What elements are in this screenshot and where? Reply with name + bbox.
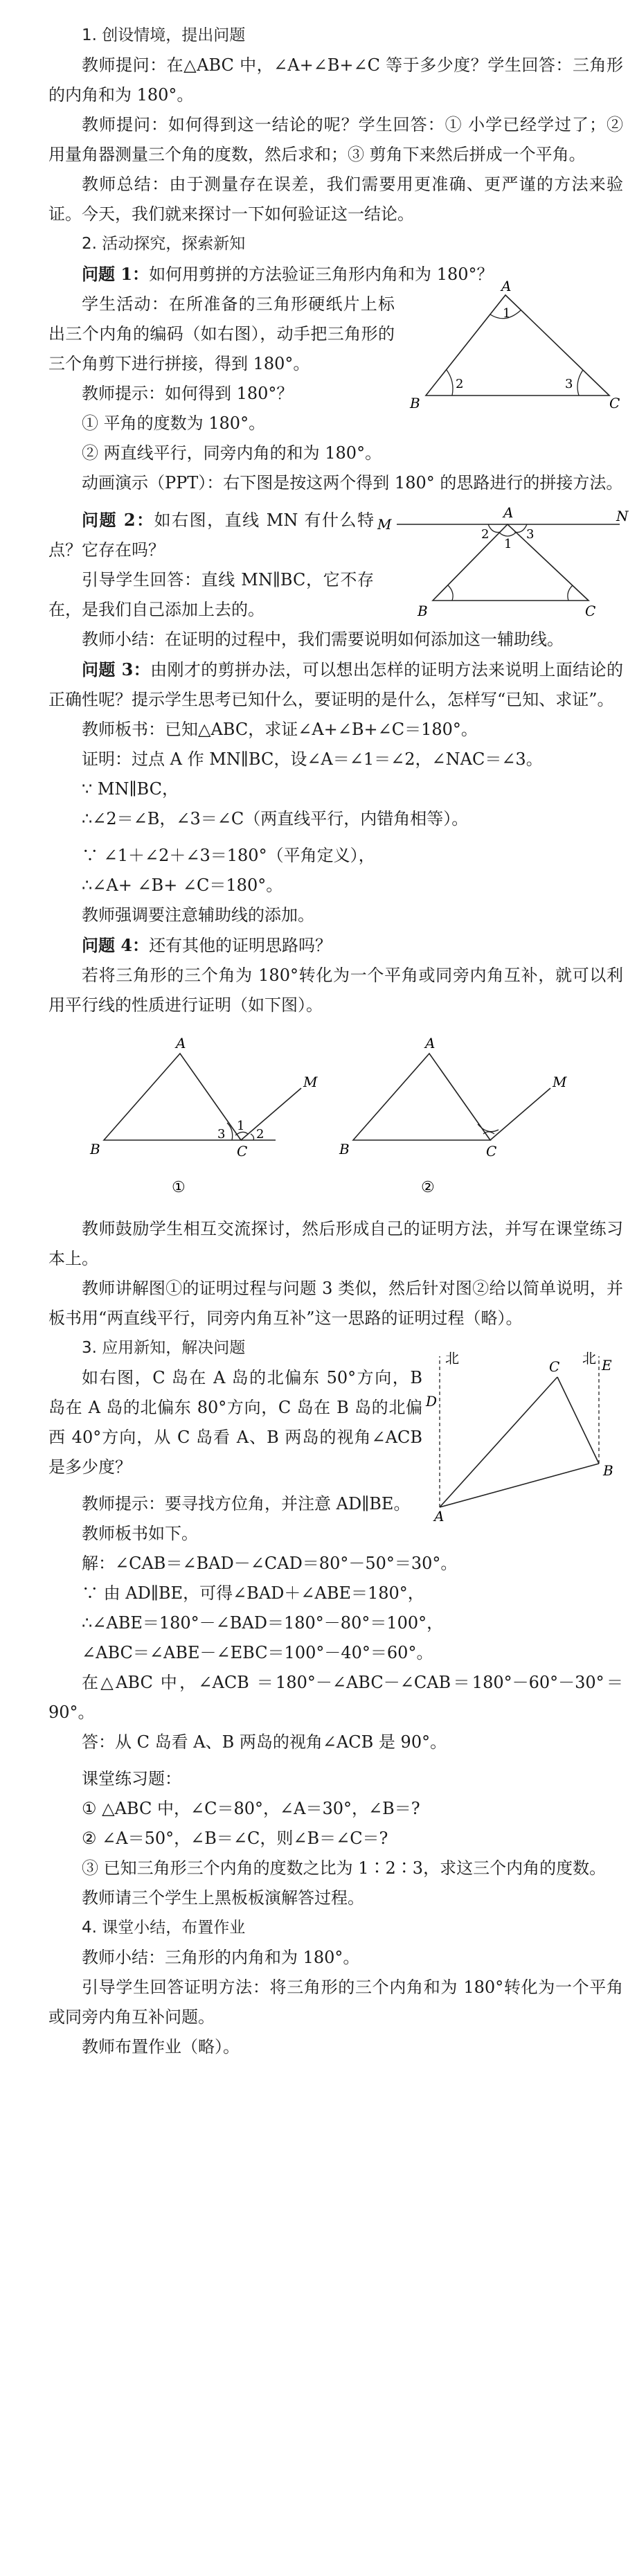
student-activity: 学生活动：在所准备的三角形硬纸片上标出三个内角的编码（如右图），动手把三角形的三个角剪下进行拼接，得到 180°。: [48, 294, 395, 373]
ppt-demo: 动画演示（PPT）：右下图是按这两个得到 180° 的思路进行的拼接方法。: [82, 473, 623, 492]
question-2-text: 如右图，直线 MN 有什么特点？它存在吗？: [48, 510, 374, 560]
teacher-summary: 教师小结：在证明的过程中，我们需要说明如何添加这一辅助线。: [82, 630, 564, 649]
s1-paragraph-1: 教师提问：在△ABC 中，∠A+∠B+∠C 等于多少度？学生回答：三角形的内角和为 180°。: [48, 55, 623, 105]
bearing-problem: 如右图，C 岛在 A 岛的北偏东 50°方向，B 岛在 A 岛的北偏东 80°方向，C 岛在 B 岛的北偏西 40°方向，从 C 岛看 A、B 两岛的视角∠ACB 是多少度？: [48, 1368, 422, 1477]
question-4: [48, 930, 623, 961]
question-2-block: [48, 504, 629, 655]
fig1-c-label: C: [237, 1143, 248, 1160]
hint-item-2: ② 两直线平行，同旁内角的和为 180°。: [82, 443, 382, 463]
figure-1-caption: ①: [172, 1179, 186, 1196]
exercise-2: ② ∠A＝50°，∠B＝∠C，则∠B＝∠C＝?: [82, 1829, 388, 1848]
question-4-label: 问题 4：: [82, 935, 150, 955]
island-e-label: E: [602, 1357, 612, 1374]
fig1-a-label: A: [176, 1035, 186, 1051]
point-a-label: A: [503, 504, 514, 521]
vertex-a-label: A: [501, 278, 512, 294]
teacher-emphasis: 教师强调要注意辅助线的添加。: [82, 905, 314, 925]
question-3-text: 由刚才的剪拼办法，可以想出怎样的证明方法来说明上面结论的正确性呢？提示学生思考已知什么，要证明的是什么，怎样写“已知、求证”。: [48, 660, 623, 709]
proof-step-4: ∴∠A+ ∠B+ ∠C＝180°。: [82, 876, 283, 895]
proof-figure-2: [339, 1026, 568, 1199]
point-m-label: M: [377, 516, 392, 533]
teacher-explain: 教师讲解图①的证明过程与问题 3 类似，然后针对图②给以简单说明，并板书用“两直线平行，同旁内角互补”这一思路的证明过程（略）。: [48, 1279, 623, 1328]
island-bearing-figure: [426, 1342, 623, 1525]
fig1-m-label: M: [303, 1074, 318, 1090]
figure-2-caption: ②: [421, 1179, 435, 1196]
angle-2-label: 2: [456, 377, 464, 391]
fig1-angle-2-label: 2: [256, 1127, 264, 1142]
fig2b-b-label: B: [339, 1141, 350, 1157]
lesson-document: [48, 21, 629, 2062]
proof-step-1: ∵ MN∥BC，: [82, 779, 179, 799]
q4-paragraph: 若将三角形的三个角为 180°转化为一个平角或同旁内角互补，就可以利用平行线的性质进行证明（如下图）。: [48, 966, 623, 1015]
fig1-angle-1-label: 1: [237, 1119, 245, 1133]
question-1-label: 问题 1：: [82, 264, 150, 284]
solution-line-4: ∠ABC＝∠ABE－∠EBC＝100°－40°＝60°。: [82, 1643, 433, 1662]
solution-answer: 答：从 C 岛看 A、B 两岛的视角∠ACB 是 90°。: [82, 1732, 447, 1752]
solution-line-2: ∵ 由 AD∥BE，可得∠BAD＋∠ABE＝180°，: [82, 1583, 424, 1603]
question-2-label: 问题 2：: [82, 510, 154, 530]
guide-answer: 引导学生回答：直线 MN∥BC，它不存在，是我们自己添加上去的。: [48, 570, 374, 619]
vertex-c-label: C: [609, 395, 620, 411]
point-b-label: B: [418, 603, 428, 619]
question-3-label: 问题 3：: [82, 659, 151, 679]
section-1-title: 1. 创设情境，提出问题: [82, 26, 246, 44]
vertex-b-label: B: [410, 395, 420, 411]
s1-paragraph-2: 教师提问：如何得到这一结论的呢？学生回答：① 小学已经学过了；② 用量角器测量三个角的度数，然后求和；③ 剪角下来然后拼成一个平角。: [48, 115, 623, 164]
s4-paragraph-1: 教师小结：三角形的内角和为 180°。: [82, 1948, 360, 1967]
proof-step-3: ∵ ∠1＋∠2＋∠3＝180°（平角定义），: [82, 846, 375, 865]
proof-figures-row: [48, 1020, 623, 1207]
s4-paragraph-3: 教师布置作业（略）。: [82, 2037, 240, 2057]
section-3-title: 3. 应用新知，解决问题: [82, 1339, 246, 1357]
s4-paragraph-2: 引导学生回答证明方法：将三角形的三个内角和为 180°转化为一个平角或同旁内角互补问题。: [48, 1978, 623, 2027]
island-b-label: B: [603, 1462, 613, 1479]
proof-figure-1: [90, 1026, 318, 1199]
north-label-2: 北: [582, 1350, 596, 1367]
teacher-encourage: 教师鼓励学生相互交流探讨，然后形成自己的证明方法，并写在课堂练习本上。: [48, 1219, 623, 1268]
point-c-label: C: [585, 603, 596, 619]
island-d-label: D: [426, 1393, 438, 1410]
point-n-label: N: [616, 508, 629, 524]
section-2-title: 2. 活动探究，探索新知: [82, 235, 246, 253]
exercise-title: 课堂练习题：: [82, 1769, 181, 1788]
island-c-label: C: [549, 1358, 560, 1375]
teacher-hint: 教师提示：如何得到 180°？: [82, 384, 294, 403]
s3-teacher-board: 教师板书如下。: [82, 1524, 198, 1543]
s3-teacher-hint: 教师提示：要寻找方位角，并注意 AD∥BE。: [82, 1494, 411, 1513]
fig1-angle-3-label: 3: [217, 1127, 226, 1142]
fig2b-m-label: M: [553, 1074, 567, 1090]
hint-item-1: ① 平角的度数为 180°。: [82, 414, 266, 433]
question-4-text: 还有其他的证明思路吗？: [149, 936, 332, 955]
solution-line-5: 在△ABC 中，∠ACB ＝180°－∠ABC－∠CAB＝180°－60°－30°＝90°。: [48, 1673, 623, 1722]
teacher-board: 教师板书：已知△ABC，求证∠A+∠B+∠C＝180°。: [82, 720, 478, 739]
fig2-angle-3-label: 3: [526, 527, 535, 542]
solution-line-3: ∴∠ABE＝180°－∠BAD＝180°－80°＝100°，: [82, 1613, 444, 1633]
fig2b-c-label: C: [486, 1143, 497, 1160]
exercise-1: ① △ABC 中，∠C＝80°，∠A＝30°，∠B＝?: [82, 1799, 420, 1818]
activity-block: [48, 278, 623, 411]
triangle-figure-1: [409, 278, 620, 411]
island-a-label: A: [434, 1508, 445, 1525]
fig2b-a-label: A: [425, 1035, 436, 1051]
section-4-title: 4. 课堂小结，布置作业: [82, 1919, 246, 1937]
fig1-b-label: B: [90, 1141, 100, 1157]
proof-step-2: ∴∠2＝∠B，∠3＝∠C（两直线平行，内错角相等）。: [82, 809, 469, 828]
proof-setup: 证明：过点 A 作 MN∥BC，设∠A＝∠1＝∠2，∠NAC＝∠3。: [82, 749, 543, 769]
board-practice: 教师请三个学生上黑板板演解答过程。: [82, 1888, 364, 1908]
question-1-text: 如何用剪拼的方法验证三角形内角和为 180°？: [149, 265, 494, 284]
s1-paragraph-3: 教师总结：由于测量存在误差，我们需要用更准确、更严谨的方法来验证。今天，我们就来探讨一下如何验证这一结论。: [48, 175, 623, 224]
solution-line-1: 解：∠CAB＝∠BAD－∠CAD＝80°－50°＝30°。: [82, 1554, 458, 1573]
question-3: [48, 655, 623, 715]
angle-1-label: 1: [503, 306, 511, 321]
north-label-1: 北: [445, 1350, 459, 1367]
fig2-angle-2-label: 2: [481, 527, 490, 542]
question-2: [48, 505, 374, 565]
exercise-3: ③ 已知三角形三个内角的度数之比为 1∶2∶3，求这三个内角的度数。: [82, 1858, 607, 1878]
fig2-angle-1-label: 1: [504, 537, 512, 551]
angle-3-label: 3: [565, 377, 573, 391]
parallel-line-figure: [377, 504, 627, 625]
